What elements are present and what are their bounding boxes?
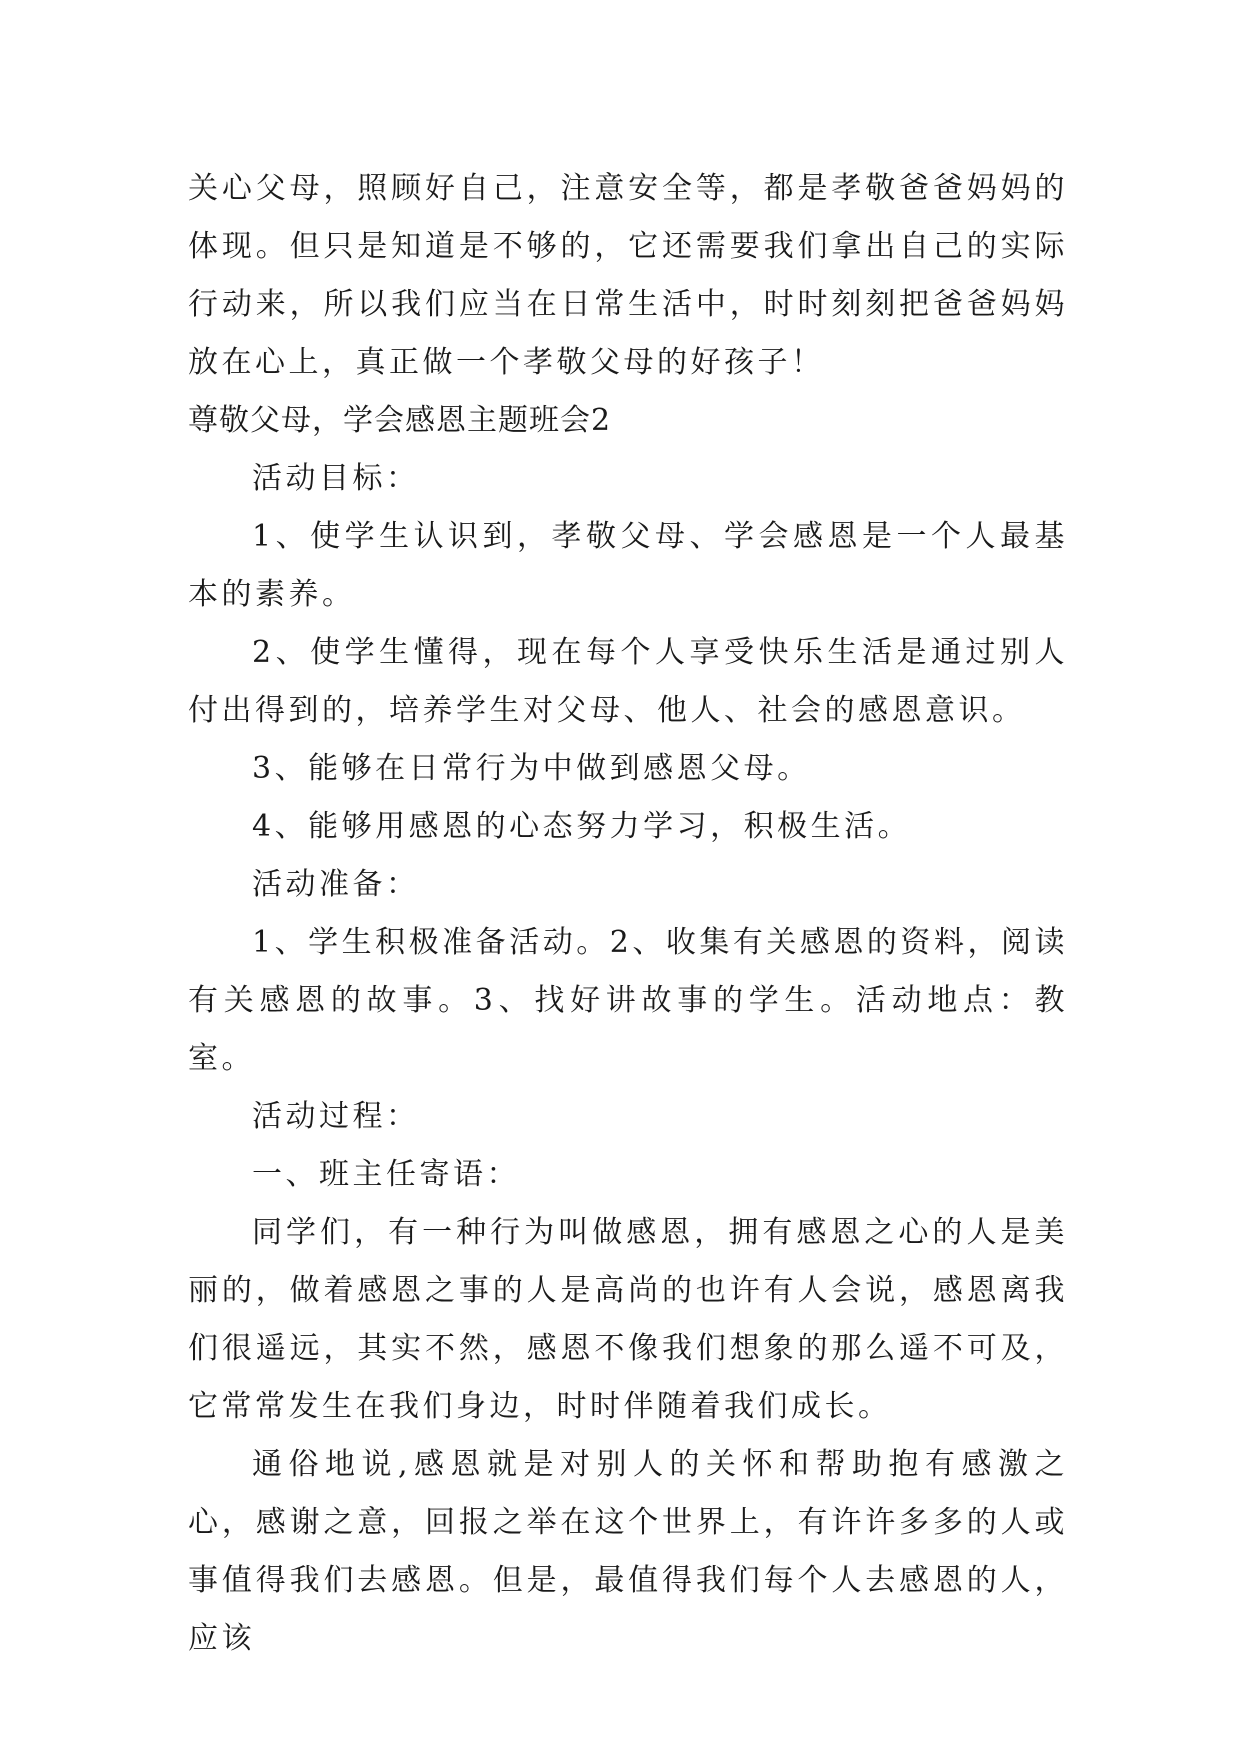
heading-teacher-message: 一、班主任寄语： [252,1157,520,1192]
heading-activity-preparation: 活动准备： [252,867,420,902]
section-title: 尊敬父母，学会感恩主题班会2 [188,403,612,438]
document-body [188,160,1068,1668]
heading-activity-process: 活动过程： [252,1099,420,1134]
goal-item-3: 3、能够在日常行为中做到感恩父母。 [252,751,811,786]
paragraph-filial-care: 关心父母，照顾好自己，注意安全等，都是孝敬爸爸妈妈的体现。但只是知道是不够的，它还需要我们拿出自己的实际行动来，所以我们应当在日常生活中，时时刻刻把爸爸妈妈放在心上，真正做一个孝敬父母的好孩子！ [188,171,1068,380]
goal-item-4: 4、能够用感恩的心态努力学习，积极生活。 [252,809,912,844]
heading-activity-goals: 活动目标： [252,461,420,496]
preparation-items: 1、学生积极准备活动。2、收集有关感恩的资料，阅读有关感恩的故事。3、找好讲故事的学生。活动地点：教室。 [188,925,1068,1076]
paragraph-gratitude-definition: 通俗地说,感恩就是对别人的关怀和帮助抱有感激之心，感谢之意，回报之举在这个世界上，有许许多多的人或事值得我们去感恩。但是，最值得我们每个人去感恩的人，应该 [188,1447,1068,1656]
goal-item-2: 2、使学生懂得，现在每个人享受快乐生活是通过别人付出得到的，培养学生对父母、他人、社会的感恩意识。 [188,635,1068,728]
goal-item-1: 1、使学生认识到，孝敬父母、学会感恩是一个人最基本的素养。 [188,519,1068,612]
paragraph-teacher-message: 同学们，有一种行为叫做感恩，拥有感恩之心的人是美丽的，做着感恩之事的人是高尚的也许有人会说，感恩离我们很遥远，其实不然，感恩不像我们想象的那么遥不可及，它常常发生在我们身边，时时伴随着我们成长。 [188,1215,1068,1424]
